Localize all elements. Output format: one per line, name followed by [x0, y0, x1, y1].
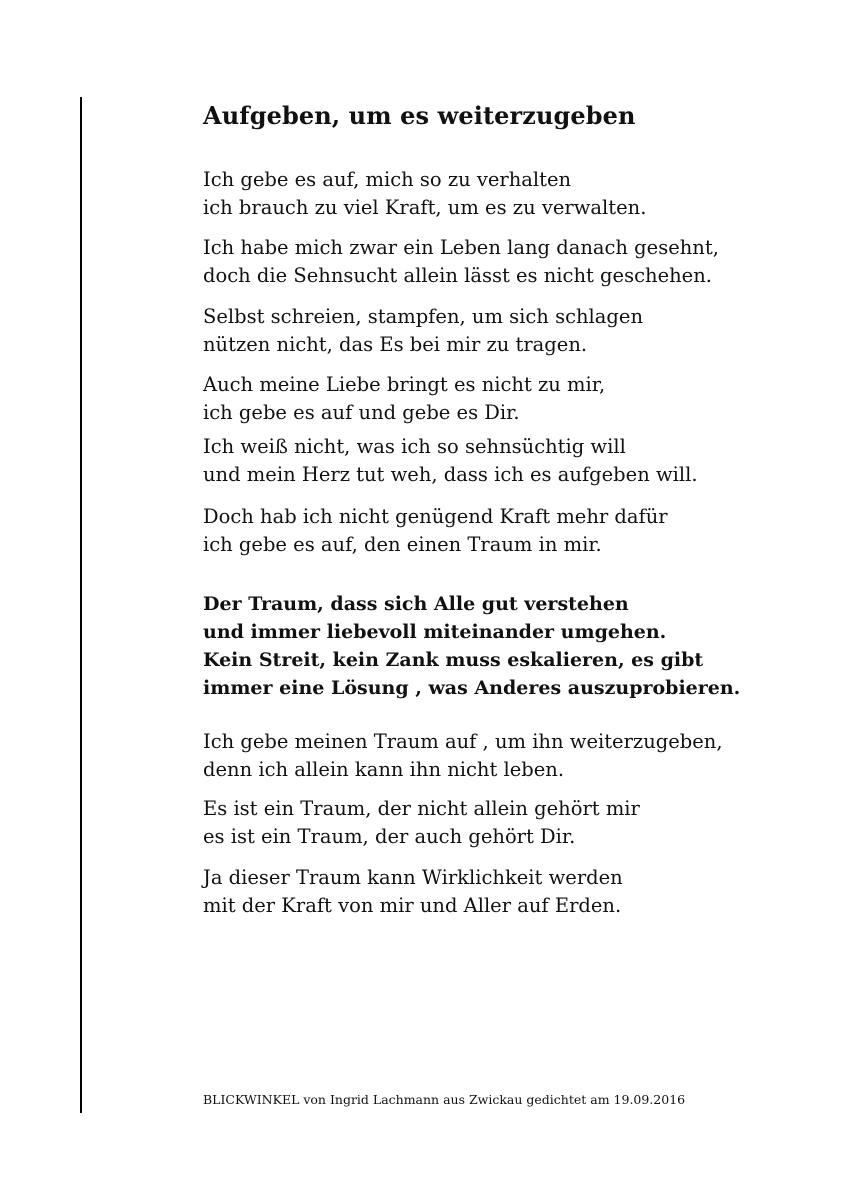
stanza-line: Ich habe mich zwar ein Leben lang danach gesehnt, — [203, 236, 719, 259]
stanza-line: ich gebe es auf, den einen Traum in mir. — [203, 533, 602, 556]
stanza-line: Es ist ein Traum, der nicht allein gehört mir — [203, 797, 640, 820]
stanza-line: immer eine Lösung , was Anderes auszuprobieren. — [203, 677, 741, 699]
stanza-10 — [203, 864, 623, 920]
stanza-9 — [203, 795, 640, 851]
stanza-3 — [203, 303, 643, 359]
stanza-line: und immer liebevoll miteinander umgehen. — [203, 621, 667, 643]
stanza-line: ich gebe es auf und gebe es Dir. — [203, 401, 520, 424]
stanza-line: Ich gebe meinen Traum auf , um ihn weiterzugeben, — [203, 730, 723, 753]
left-margin-rule — [80, 97, 82, 1113]
stanza-line: mit der Kraft von mir und Aller auf Erden. — [203, 894, 622, 917]
stanza-8 — [203, 728, 723, 784]
poem-title: Aufgeben, um es weiterzugeben — [203, 101, 636, 130]
stanza-line: Auch meine Liebe bringt es nicht zu mir, — [203, 373, 606, 396]
stanza-line: denn ich allein kann ihn nicht leben. — [203, 758, 565, 781]
footer-attribution: BLICKWINKEL von Ingrid Lachmann aus Zwickau gedichtet am 19.09.2016 — [203, 1092, 686, 1107]
stanza-line: es ist ein Traum, der auch gehört Dir. — [203, 825, 576, 848]
stanza-line: Ich weiß nicht, was ich so sehnsüchtig will — [203, 435, 626, 458]
stanza-line: Der Traum, dass sich Alle gut verstehen — [203, 593, 629, 615]
stanza-2 — [203, 234, 719, 290]
stanza-4 — [203, 371, 605, 427]
stanza-line: Ja dieser Traum kann Wirklichkeit werden — [203, 866, 623, 889]
stanza-line: nützen nicht, das Es bei mir zu tragen. — [203, 333, 588, 356]
stanza-line: ich brauch zu viel Kraft, um es zu verwalten. — [203, 196, 647, 219]
stanza-line: doch die Sehnsucht allein lässt es nicht geschehen. — [203, 264, 712, 287]
stanza-6 — [203, 503, 668, 559]
stanza-line: Kein Streit, kein Zank muss eskalieren, es gibt — [203, 649, 704, 671]
stanza-5 — [203, 433, 698, 489]
stanza-line: Doch hab ich nicht genügend Kraft mehr dafür — [203, 505, 668, 528]
stanza-line: Selbst schreien, stampfen, um sich schlagen — [203, 305, 643, 328]
stanza-line: und mein Herz tut weh, dass ich es aufgeben will. — [203, 463, 698, 486]
stanza-line: Ich gebe es auf, mich so zu verhalten — [203, 168, 572, 191]
stanza-1 — [203, 166, 646, 222]
stanza-7-bold — [203, 590, 740, 702]
